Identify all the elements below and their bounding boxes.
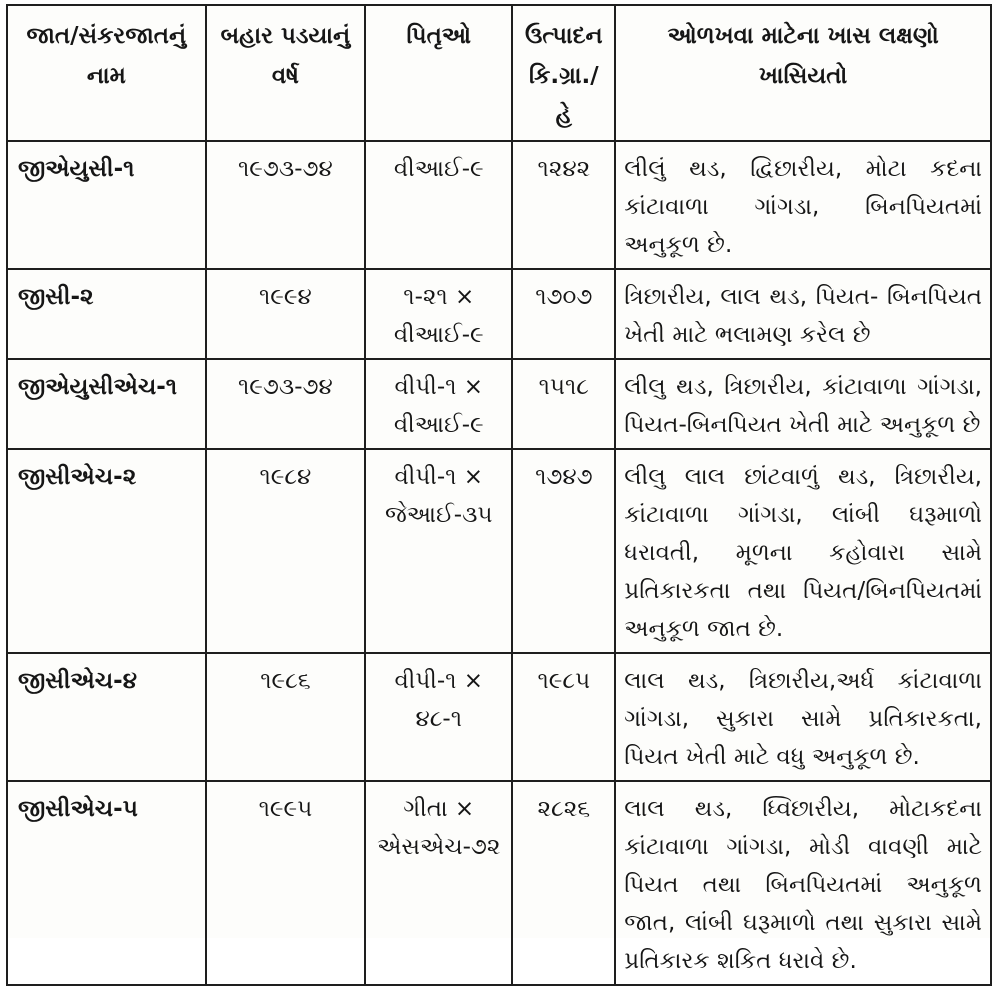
table-row bbox=[7, 653, 991, 781]
table-row bbox=[7, 359, 991, 449]
traits-cell: લીલુ લાલ છાંટવાળું થડ, ત્રિછારીય, કાંટાવાળા ગાંગડા, લાંબી ઘરૂમાળો ધરાવતી, મૂળના કહોવારા સામે પ્રતિકારકતા તથા પિયત/બિનપિયતમાં અનુકૂળ જાત છે. bbox=[615, 449, 991, 653]
table-row bbox=[7, 269, 991, 359]
release-year-cell: ૧૯૯૪ bbox=[206, 269, 366, 359]
release-year-cell: ૧૯૯૫ bbox=[206, 781, 366, 985]
parents-cell: વીઆઈ-૯ bbox=[365, 141, 512, 269]
yield-cell: ૧૯૮૫ bbox=[512, 653, 615, 781]
variety-name-cell: જીસીએચ-૨ bbox=[7, 449, 206, 653]
traits-cell: ત્રિછારીય, લાલ થડ, પિયત- બિનપિયત ખેતી માટે ભલામણ કરેલ છે bbox=[615, 269, 991, 359]
table-header-row bbox=[7, 5, 991, 141]
header-parents: પિતૃઓ bbox=[365, 5, 512, 141]
traits-cell: લાલ થડ, ત્રિછારીય,અર્ધ કાંટાવાળા ગાંગડા, સુકારા સામે પ્રતિકારકતા, પિયત ખેતી માટે વધુ અનુકૂળ છે. bbox=[615, 653, 991, 781]
parents-cell: વીપી-૧ × જેઆઈ-૩૫ bbox=[365, 449, 512, 653]
parents-cell: વીપી-૧ × વીઆઈ-૯ bbox=[365, 359, 512, 449]
table-row bbox=[7, 449, 991, 653]
header-variety-name: જાત/સંકરજાતનું નામ bbox=[7, 5, 206, 141]
traits-cell: લાલ થડ, ધ્વિછારીય, મોટાકદના કાંટાવાળા ગાંગડા, મોડી વાવણી માટે પિયત તથા બિનપિયતમાં અનુકૂળ જાત, લાંબી ઘરૂમાળો તથા સુકારા સામે પ્રતિકારક શકિત ધરાવે છે. bbox=[615, 781, 991, 985]
document-page bbox=[6, 4, 992, 974]
yield-cell: ૧૭૪૭ bbox=[512, 449, 615, 653]
yield-cell: ૧૨૪૨ bbox=[512, 141, 615, 269]
parents-cell: ગીતા × એસએચ-૭૨ bbox=[365, 781, 512, 985]
parents-cell: વીપી-૧ × ૪૮-૧ bbox=[365, 653, 512, 781]
table-row bbox=[7, 141, 991, 269]
traits-cell: લીલું થડ, દ્વિછારીય, મોટા કદના કાંટાવાળા ગાંગડા, બિનપિયતમાં અનુકૂળ છે. bbox=[615, 141, 991, 269]
yield-cell: ૧૭૦૭ bbox=[512, 269, 615, 359]
release-year-cell: ૧૯૭૩-૭૪ bbox=[206, 359, 366, 449]
release-year-cell: ૧૯૭૩-૭૪ bbox=[206, 141, 366, 269]
castor-varieties-table bbox=[6, 4, 992, 986]
variety-name-cell: જીસીએચ-૪ bbox=[7, 653, 206, 781]
yield-cell: ૨૮૨૬ bbox=[512, 781, 615, 985]
variety-name-cell: જીસી-૨ bbox=[7, 269, 206, 359]
variety-name-cell: જીએયુસી-૧ bbox=[7, 141, 206, 269]
yield-cell: ૧૫૧૮ bbox=[512, 359, 615, 449]
traits-cell: લીલુ થડ, ત્રિછારીય, કાંટાવાળા ગાંગડા, પિયત-બિનપિયત ખેતી માટે અનુકૂળ છે bbox=[615, 359, 991, 449]
parents-cell: ૧-૨૧ × વીઆઈ-૯ bbox=[365, 269, 512, 359]
header-release-year: બહાર પડયાનું વર્ષ bbox=[206, 5, 366, 141]
variety-name-cell: જીસીએચ-૫ bbox=[7, 781, 206, 985]
header-traits: ઓળખવા માટેના ખાસ લક્ષણો ખાસિયતો bbox=[615, 5, 991, 141]
header-yield: ઉત્પાદન કિ.ગ્રા./હે bbox=[512, 5, 615, 141]
table-row bbox=[7, 781, 991, 985]
variety-name-cell: જીએયુસીએચ-૧ bbox=[7, 359, 206, 449]
release-year-cell: ૧૯૮૪ bbox=[206, 449, 366, 653]
release-year-cell: ૧૯૮૬ bbox=[206, 653, 366, 781]
